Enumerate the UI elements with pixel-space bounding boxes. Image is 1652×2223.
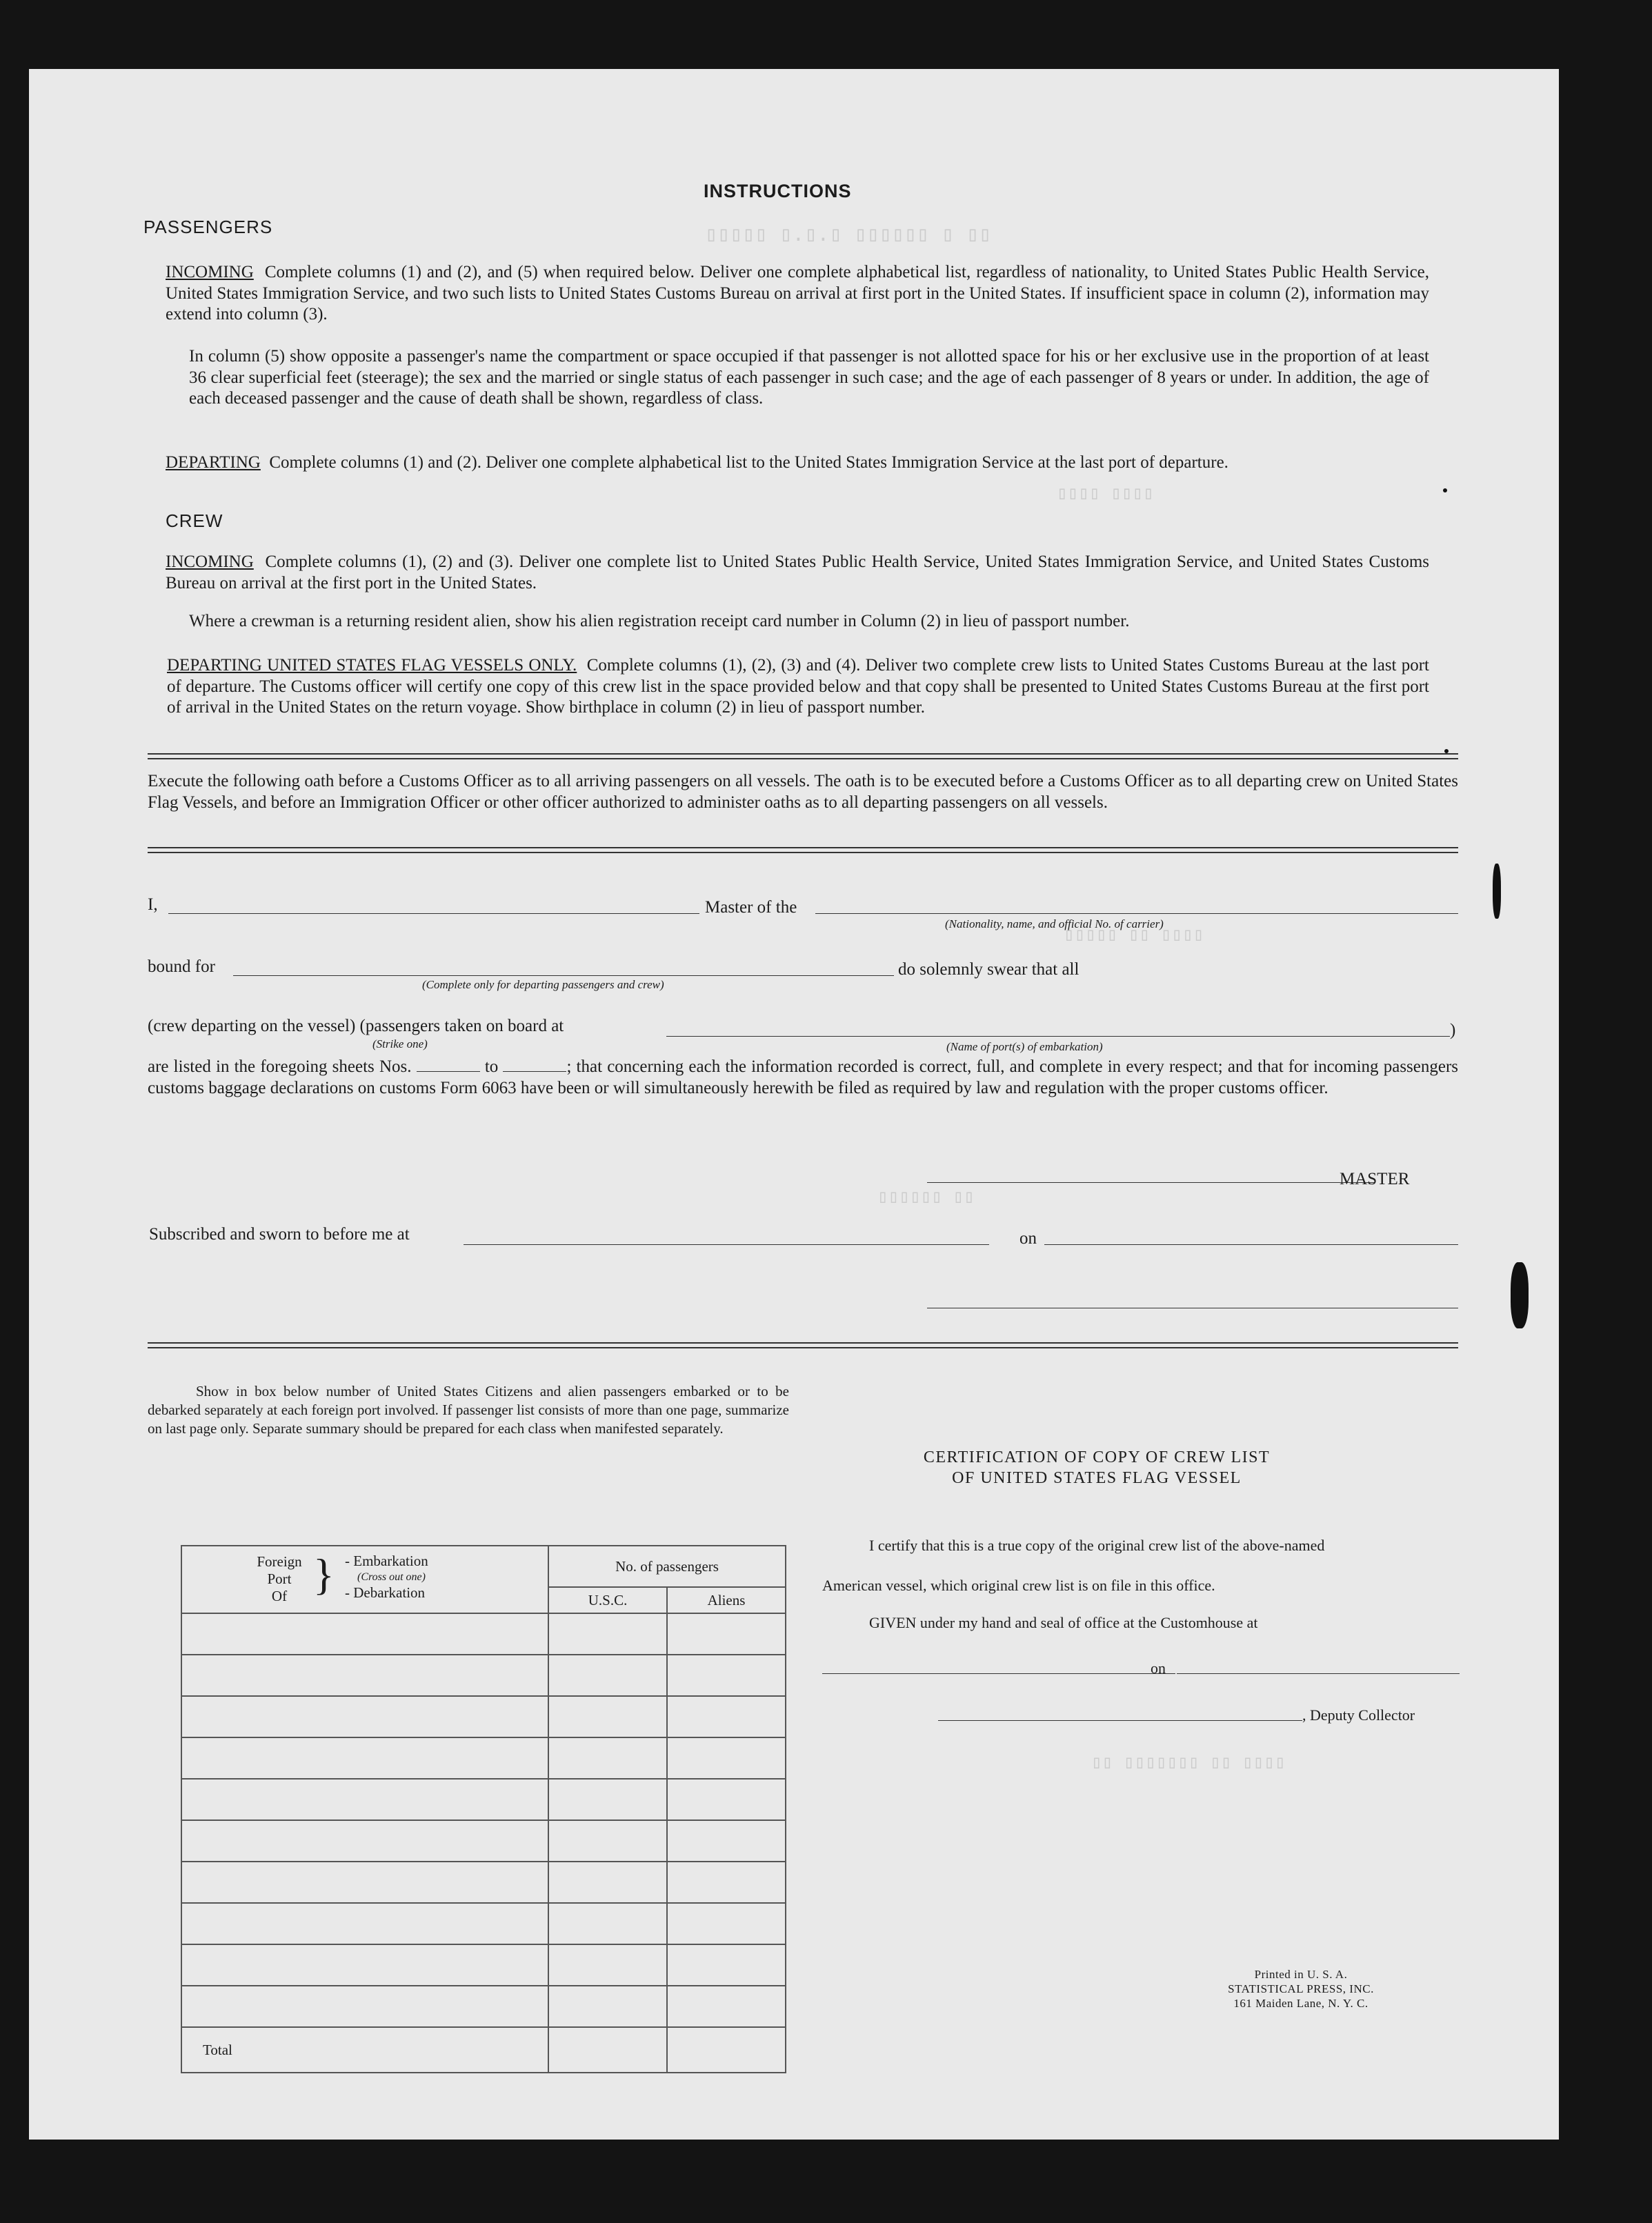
bleed-through-marks: ▯▯▯▯▯▯ ▯▯ bbox=[877, 1187, 975, 1208]
nationality-caption: (Nationality, name, and official No. of carrier) bbox=[945, 917, 1164, 930]
of-label: Of bbox=[271, 1588, 288, 1604]
carrier-field[interactable] bbox=[815, 913, 1458, 914]
sworn-date-field[interactable] bbox=[1044, 1244, 1458, 1245]
ink-speck bbox=[1444, 749, 1449, 753]
strike-one-caption: (Strike one) bbox=[372, 1037, 428, 1050]
passengers-heading: PASSENGERS bbox=[143, 217, 273, 237]
master-name-field[interactable] bbox=[168, 913, 699, 914]
oath-master-of-label: Master of the bbox=[705, 898, 797, 917]
brace-icon: } bbox=[313, 1550, 335, 1599]
total-label: Total bbox=[181, 2027, 548, 2073]
table-row bbox=[181, 1820, 786, 1862]
cross-out-caption: (Cross out one) bbox=[357, 1571, 426, 1583]
aliens-cell[interactable] bbox=[667, 1903, 786, 1944]
customhouse-field[interactable] bbox=[822, 1673, 1175, 1674]
usc-cell[interactable] bbox=[548, 1737, 667, 1779]
port-cell[interactable] bbox=[181, 1862, 548, 1903]
bleed-through-marks: ▯▯ ▯▯▯▯▯▯▯ ▯▯ ▯▯▯▯ bbox=[1091, 1753, 1286, 1773]
printer-line2: STATISTICAL PRESS, INC. bbox=[1228, 1982, 1374, 1995]
ink-speck bbox=[1493, 864, 1501, 919]
port-cell[interactable] bbox=[181, 1820, 548, 1862]
sheets-text-b: ; that concerning each the information recorded is correct, full, and complete in every respect; and that for incoming passengers customs baggage declarations on customs Form 6063 have been or will simultaneously herewith be filed as required by law and regulation with the proper customs officer. bbox=[148, 1057, 1459, 1097]
table-header-row bbox=[181, 1546, 786, 1587]
bound-for-label: bound for bbox=[148, 957, 215, 976]
port-cell[interactable] bbox=[181, 1737, 548, 1779]
port-cell[interactable] bbox=[181, 1986, 548, 2027]
certify-text: I certify that this is a true copy of the original crew list of the above-named bbox=[869, 1537, 1325, 1554]
table-row bbox=[181, 1944, 786, 1986]
ports-caption: (Name of port(s) of embarkation) bbox=[946, 1040, 1103, 1053]
table-row bbox=[181, 1613, 786, 1655]
aliens-cell[interactable] bbox=[667, 1862, 786, 1903]
foreign-label: Foreign bbox=[257, 1553, 302, 1570]
bleed-through-marks: ▯▯▯▯ ▯▯▯▯ bbox=[1057, 484, 1154, 504]
separator-rule bbox=[148, 753, 1458, 759]
sworn-on-label: on bbox=[1019, 1229, 1037, 1248]
crew-resident-block: Where a crewman is a returning resident alien, show his alien registration receipt card number in Column (2) in lieu of passport number. bbox=[189, 612, 1130, 630]
aliens-cell[interactable] bbox=[667, 1944, 786, 1986]
usc-cell[interactable] bbox=[548, 1613, 667, 1655]
oath-intro: Execute the following oath before a Customs Officer as to all arriving passengers on all vessels. The oath is to be executed before a Customs Officer as to all departing crew on United States Flag Vessels, and before an Immigration Officer or other officer authorized to administer oaths as to all departing passengers on all vessels. bbox=[148, 772, 1458, 812]
master-label: MASTER bbox=[1340, 1170, 1410, 1188]
passengers-departing-text: Complete columns (1) and (2). Deliver one complete alphabetical list to the United States Immigration Service at the last port of departure. bbox=[269, 453, 1228, 472]
debarkation-label: - Debarkation bbox=[345, 1584, 426, 1601]
certification-title-line1: CERTIFICATION OF COPY OF CREW LIST bbox=[923, 1448, 1271, 1466]
usc-cell[interactable] bbox=[548, 1986, 667, 2027]
port-cell[interactable] bbox=[181, 1655, 548, 1696]
complete-only-caption: (Complete only for departing passengers and crew) bbox=[422, 978, 664, 991]
bleed-through-marks: ▯▯▯▯▯ ▯▯ ▯▯▯▯ bbox=[1064, 925, 1204, 946]
separator-rule bbox=[148, 847, 1458, 853]
oath-i-label: I, bbox=[148, 895, 158, 914]
passengers-column5-block: In column (5) show opposite a passenger's name the compartment or space occupied if that passenger is not allotted space for his or her exclusive use in the proportion of at least 36 clear superficial feet (steerage); the sex and the married or single status of each passenger in such case; and the age of each passenger of 8 years or under. In addition, the age of each deceased passenger and the cause of death shall be shown, regardless of class. bbox=[189, 347, 1429, 408]
aliens-cell[interactable] bbox=[667, 1696, 786, 1737]
crew-incoming-label: INCOMING bbox=[166, 552, 254, 571]
usc-cell[interactable] bbox=[548, 1820, 667, 1862]
table-row bbox=[181, 1737, 786, 1779]
total-aliens-cell[interactable] bbox=[667, 2027, 786, 2073]
crew-incoming-block bbox=[166, 552, 1429, 594]
port-cell[interactable] bbox=[181, 1903, 548, 1944]
given-text: GIVEN under my hand and seal of office at the Customhouse at bbox=[869, 1614, 1258, 1631]
aliens-cell[interactable] bbox=[667, 1986, 786, 2027]
crew-departing-label: DEPARTING UNITED STATES FLAG VESSELS ONLY. bbox=[167, 656, 577, 675]
usc-cell[interactable] bbox=[548, 1944, 667, 1986]
usc-header: U.S.C. bbox=[548, 1587, 667, 1613]
crew-departing-line: (crew departing on the vessel) (passengers taken on board at bbox=[148, 1017, 564, 1035]
sheet-from-field[interactable] bbox=[417, 1059, 480, 1072]
deputy-collector-label: , Deputy Collector bbox=[1302, 1706, 1415, 1724]
solemnly-swear-text: do solemnly swear that all bbox=[898, 960, 1079, 979]
deputy-signature-field[interactable] bbox=[938, 1720, 1302, 1721]
sheet-to-field[interactable] bbox=[503, 1059, 566, 1072]
crew-departing-block bbox=[167, 655, 1429, 719]
bleed-through-marks: ▯▯▯▯▯ ▯.▯.▯ ▯▯▯▯▯▯ ▯ ▯▯ bbox=[705, 224, 992, 248]
passengers-departing-label: DEPARTING bbox=[166, 453, 261, 472]
separator-rule bbox=[148, 1342, 1458, 1348]
crew-incoming-text: Complete columns (1), (2) and (3). Deliver one complete list to United States Public Health Service, United States Immigration Service, and United States Customs Bureau on arrival at the first port in the United States. bbox=[166, 552, 1430, 592]
american-vessel-text: American vessel, which original crew list is on file in this office. bbox=[822, 1577, 1215, 1594]
passengers-incoming-label: INCOMING bbox=[166, 263, 254, 281]
total-row bbox=[181, 2027, 786, 2073]
sheets-to-label: to bbox=[484, 1057, 499, 1076]
cert-date-field[interactable] bbox=[1177, 1673, 1460, 1674]
port-cell[interactable] bbox=[181, 1613, 548, 1655]
aliens-cell[interactable] bbox=[667, 1737, 786, 1779]
port-header-cell bbox=[181, 1546, 548, 1613]
total-usc-cell[interactable] bbox=[548, 2027, 667, 2073]
table-row bbox=[181, 1779, 786, 1820]
aliens-cell[interactable] bbox=[667, 1779, 786, 1820]
page-title: INSTRUCTIONS bbox=[704, 181, 852, 201]
port-cell[interactable] bbox=[181, 1696, 548, 1737]
summary-instruction: Show in box below number of United States Citizens and alien passengers embarked or to be debarked separately at each foreign port involved. If passenger list consists of more than one page, summarize on last page only. Separate summary should be prepared for each class when manifested separately. bbox=[148, 1383, 789, 1437]
bound-for-field[interactable] bbox=[233, 975, 894, 976]
passengers-incoming-block bbox=[166, 262, 1429, 326]
aliens-cell[interactable] bbox=[667, 1820, 786, 1862]
aliens-cell[interactable] bbox=[667, 1613, 786, 1655]
sheets-paragraph bbox=[148, 1057, 1458, 1099]
form-page bbox=[29, 69, 1559, 2140]
printer-line3: 161 Maiden Lane, N. Y. C. bbox=[1233, 1997, 1369, 2010]
printer-line1: Printed in U. S. A. bbox=[1254, 1968, 1348, 1981]
sheets-text-a: are listed in the foregoing sheets Nos. bbox=[148, 1057, 412, 1076]
sworn-place-field[interactable] bbox=[464, 1244, 989, 1245]
aliens-cell[interactable] bbox=[667, 1655, 786, 1696]
port-embarkation-field[interactable] bbox=[666, 1036, 1450, 1037]
crew-heading: CREW bbox=[166, 510, 223, 531]
ink-speck bbox=[1511, 1262, 1529, 1328]
table-row bbox=[181, 1986, 786, 2027]
table-row bbox=[181, 1696, 786, 1737]
aliens-header: Aliens bbox=[667, 1587, 786, 1613]
certification-title-line2: OF UNITED STATES FLAG VESSEL bbox=[952, 1469, 1242, 1487]
table-row bbox=[181, 1903, 786, 1944]
table-row bbox=[181, 1655, 786, 1696]
table-row bbox=[181, 1862, 786, 1903]
close-paren: ) bbox=[1450, 1021, 1456, 1039]
certification-title bbox=[829, 1447, 1364, 1488]
embarkation-label: - Embarkation bbox=[345, 1553, 428, 1569]
usc-cell[interactable] bbox=[548, 1696, 667, 1737]
usc-cell[interactable] bbox=[548, 1779, 667, 1820]
port-cell[interactable] bbox=[181, 1779, 548, 1820]
passenger-summary-table bbox=[181, 1545, 786, 2073]
printer-imprint bbox=[1211, 1967, 1391, 2011]
passengers-incoming-text: Complete columns (1) and (2), and (5) when required below. Deliver one complete alphabetical list, regardless of nationality, to United States Public Health Service, United States Immigration Service, and two such lists to United States Customs Bureau on arrival at first port in the United States. If insufficient space in column (2), information may extend into column (3). bbox=[166, 263, 1430, 323]
passengers-departing-block bbox=[166, 452, 1429, 474]
ink-speck bbox=[1443, 488, 1447, 492]
master-signature-field[interactable] bbox=[927, 1182, 1375, 1183]
subscribed-label: Subscribed and sworn to before me at bbox=[149, 1225, 410, 1244]
no-of-passengers-header: No. of passengers bbox=[548, 1546, 786, 1587]
usc-cell[interactable] bbox=[548, 1903, 667, 1944]
cert-on-label: on bbox=[1151, 1659, 1166, 1677]
crew-departing-text: Complete columns (1), (2), (3) and (4). Deliver two complete crew lists to United States Customs Bureau at the last port of departure. The Customs officer will certify one copy of this crew list in the space provided below and that copy shall be presented to United States Customs Bureau at the first port of arrival in the United States on the return voyage. Show birthplace in column (2) in lieu of passport number. bbox=[167, 656, 1429, 717]
usc-cell[interactable] bbox=[548, 1862, 667, 1903]
port-cell[interactable] bbox=[181, 1944, 548, 1986]
usc-cell[interactable] bbox=[548, 1655, 667, 1696]
port-label: Port bbox=[267, 1571, 292, 1587]
